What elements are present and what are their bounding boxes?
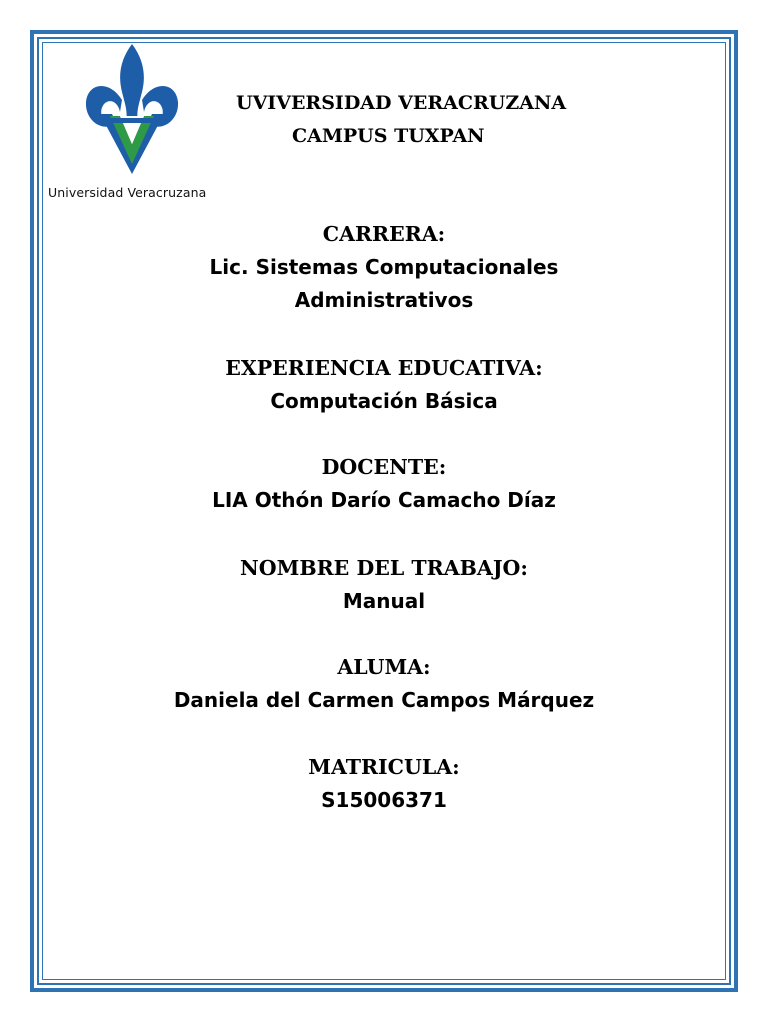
experiencia-label: EXPERIENCIA EDUCATIVA:	[225, 356, 543, 380]
carrera-value-line1: Lic. Sistemas Computacionales	[209, 255, 559, 279]
trabajo-label: NOMBRE DEL TRABAJO:	[240, 556, 528, 580]
campus-title: CAMPUS TUXPAN	[292, 125, 485, 147]
carrera-value-line2: Administrativos	[294, 288, 474, 312]
trabajo-section	[48, 552, 720, 618]
carrera-label: CARRERA:	[322, 222, 446, 246]
docente-section	[48, 451, 720, 517]
matricula-value: S15006371	[321, 788, 447, 812]
experiencia-section	[48, 352, 720, 418]
logo-caption: Universidad Veracruzana	[48, 185, 207, 200]
experiencia-value: Computación Básica	[270, 389, 498, 413]
university-title: UVIVERSIDAD VERACRUZANA	[236, 92, 567, 114]
matricula-label: MATRICULA:	[308, 755, 460, 779]
trabajo-value: Manual	[342, 589, 426, 613]
docente-value: LIA Othón Darío Camacho Díaz	[212, 488, 556, 512]
docente-label: DOCENTE:	[321, 455, 447, 479]
alumna-label: ALUMA:	[337, 655, 431, 679]
alumna-value: Daniela del Carmen Campos Márquez	[173, 688, 595, 712]
alumna-section	[48, 651, 720, 717]
university-logo	[48, 42, 218, 202]
carrera-section	[48, 218, 720, 317]
fleur-de-lis-logo-icon	[82, 42, 182, 177]
matricula-section	[48, 751, 720, 817]
